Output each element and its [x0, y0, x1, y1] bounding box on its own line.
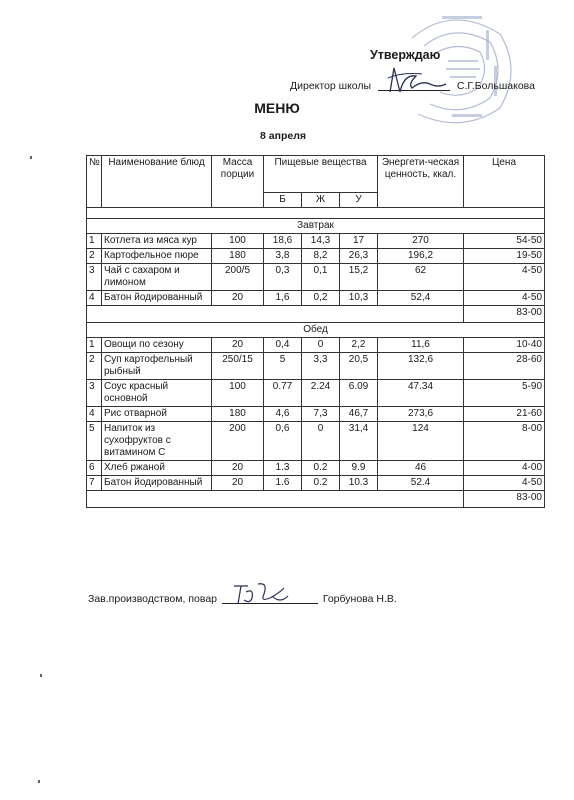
protein-value: 0.77 [264, 380, 302, 407]
fat-value: 3,3 [302, 353, 340, 380]
fat-value: 0 [302, 422, 340, 461]
dish-name: Соус красный основной [102, 380, 212, 407]
dish-name: Суп картофельный рыбный [102, 353, 212, 380]
carb-value: 2,2 [340, 338, 378, 353]
dish-name: Чай с сахаром и лимоном [102, 264, 212, 291]
energy-value: 52.4 [378, 476, 464, 491]
dish-name: Картофельное пюре [102, 249, 212, 264]
col-b-header: Б [264, 193, 302, 208]
energy-value: 124 [378, 422, 464, 461]
portion-mass: 20 [212, 461, 264, 476]
table-row [87, 422, 545, 461]
scan-speck [38, 780, 40, 783]
row-number: 2 [87, 249, 102, 264]
fat-value: 0,2 [302, 291, 340, 306]
portion-mass: 180 [212, 407, 264, 422]
dish-name: Напиток из сухофруктов с витамином С [102, 422, 212, 461]
total-row [87, 491, 545, 508]
dish-name: Котлета из мяса кур [102, 234, 212, 249]
col-energy-header: Энергети-ческая ценность, ккал. [378, 156, 464, 208]
table-row [87, 461, 545, 476]
row-number: 5 [87, 422, 102, 461]
portion-mass: 20 [212, 476, 264, 491]
energy-value: 132,6 [378, 353, 464, 380]
section-title: Обед [87, 323, 545, 338]
energy-value: 46 [378, 461, 464, 476]
director-label: Директор школы [290, 80, 372, 92]
energy-value: 47.34 [378, 380, 464, 407]
price-value: 4-00 [464, 461, 545, 476]
price-value: 4-50 [464, 476, 545, 491]
table-row [87, 380, 545, 407]
table-row [87, 476, 545, 491]
portion-mass: 250/15 [212, 353, 264, 380]
carb-value: 6.09 [340, 380, 378, 407]
energy-value: 52,4 [378, 291, 464, 306]
col-price-header: Цена [464, 156, 545, 208]
director-name: С.Г.Большакова [456, 80, 535, 92]
fat-value: 8,2 [302, 249, 340, 264]
protein-value: 4,6 [264, 407, 302, 422]
fat-value: 0.2 [302, 461, 340, 476]
carb-value: 20,5 [340, 353, 378, 380]
protein-value: 1.6 [264, 476, 302, 491]
carb-value: 10,3 [340, 291, 378, 306]
protein-value: 0,4 [264, 338, 302, 353]
portion-mass: 20 [212, 338, 264, 353]
price-value: 19-50 [464, 249, 545, 264]
row-number: 4 [87, 407, 102, 422]
carb-value: 46,7 [340, 407, 378, 422]
lunch-rows [87, 338, 545, 491]
protein-value: 1.3 [264, 461, 302, 476]
row-number: 3 [87, 380, 102, 407]
section-title: Завтрак [87, 219, 545, 234]
total-value: 83-00 [464, 491, 545, 508]
row-number: 4 [87, 291, 102, 306]
row-number: 7 [87, 476, 102, 491]
col-mass-header: Масса порции [212, 156, 264, 208]
menu-date: 8 апреля [260, 130, 306, 142]
fat-value: 7,3 [302, 407, 340, 422]
fat-value: 0,1 [302, 264, 340, 291]
page-title: МЕНЮ [254, 100, 300, 116]
table-row [87, 249, 545, 264]
energy-value: 273,6 [378, 407, 464, 422]
portion-mass: 200/5 [212, 264, 264, 291]
table-row [87, 264, 545, 291]
portion-mass: 100 [212, 380, 264, 407]
dish-name: Рис отварной [102, 407, 212, 422]
carb-value: 15,2 [340, 264, 378, 291]
energy-value: 62 [378, 264, 464, 291]
table-row [87, 353, 545, 380]
price-value: 5-90 [464, 380, 545, 407]
carb-value: 26,3 [340, 249, 378, 264]
director-signature [382, 62, 452, 102]
price-value: 8-00 [464, 422, 545, 461]
price-value: 21-60 [464, 407, 545, 422]
fat-value: 2.24 [302, 380, 340, 407]
dish-name: Батон йодированный [102, 476, 212, 491]
table-row [87, 291, 545, 306]
footer-label: Зав.производством, повар [88, 593, 217, 605]
carb-value: 17 [340, 234, 378, 249]
section-row-lunch [87, 323, 545, 338]
fat-value: 14,3 [302, 234, 340, 249]
portion-mass: 200 [212, 422, 264, 461]
total-value: 83-00 [464, 306, 545, 323]
protein-value: 0,6 [264, 422, 302, 461]
row-number: 2 [87, 353, 102, 380]
col-u-header: У [340, 193, 378, 208]
energy-value: 196,2 [378, 249, 464, 264]
price-value: 4-50 [464, 291, 545, 306]
price-value: 54-50 [464, 234, 545, 249]
table-row [87, 234, 545, 249]
portion-mass: 180 [212, 249, 264, 264]
breakfast-rows [87, 234, 545, 306]
dish-name: Батон йодированный [102, 291, 212, 306]
total-row [87, 306, 545, 323]
carb-value: 9.9 [340, 461, 378, 476]
fat-value: 0 [302, 338, 340, 353]
table-row [87, 407, 545, 422]
portion-mass: 100 [212, 234, 264, 249]
fat-value: 0.2 [302, 476, 340, 491]
portion-mass: 20 [212, 291, 264, 306]
menu-table [86, 155, 545, 508]
protein-value: 1,6 [264, 291, 302, 306]
footer-name: Горбунова Н.В. [322, 593, 397, 605]
col-num-header: № [87, 156, 102, 208]
protein-value: 3,8 [264, 249, 302, 264]
dish-name: Хлеб ржаной [102, 461, 212, 476]
price-value: 28-60 [464, 353, 545, 380]
col-name-header: Наименование блюд [102, 156, 212, 208]
protein-value: 0,3 [264, 264, 302, 291]
approval-label: Утверждаю [370, 48, 441, 62]
row-number: 1 [87, 338, 102, 353]
energy-value: 270 [378, 234, 464, 249]
price-value: 4-50 [464, 264, 545, 291]
scan-speck [40, 674, 42, 677]
row-number: 1 [87, 234, 102, 249]
carb-value: 10.3 [340, 476, 378, 491]
price-value: 10-40 [464, 338, 545, 353]
row-number: 6 [87, 461, 102, 476]
table-row [87, 338, 545, 353]
energy-value: 11,6 [378, 338, 464, 353]
col-nutrients-header: Пищевые вещества [264, 156, 378, 193]
carb-value: 31,4 [340, 422, 378, 461]
row-number: 3 [87, 264, 102, 291]
protein-value: 18,6 [264, 234, 302, 249]
col-zh-header: Ж [302, 193, 340, 208]
spacer-row [87, 208, 545, 219]
section-row-breakfast [87, 219, 545, 234]
dish-name: Овощи по сезону [102, 338, 212, 353]
table-header-row [87, 156, 545, 193]
protein-value: 5 [264, 353, 302, 380]
cook-signature [228, 578, 294, 608]
scan-speck [30, 156, 32, 159]
